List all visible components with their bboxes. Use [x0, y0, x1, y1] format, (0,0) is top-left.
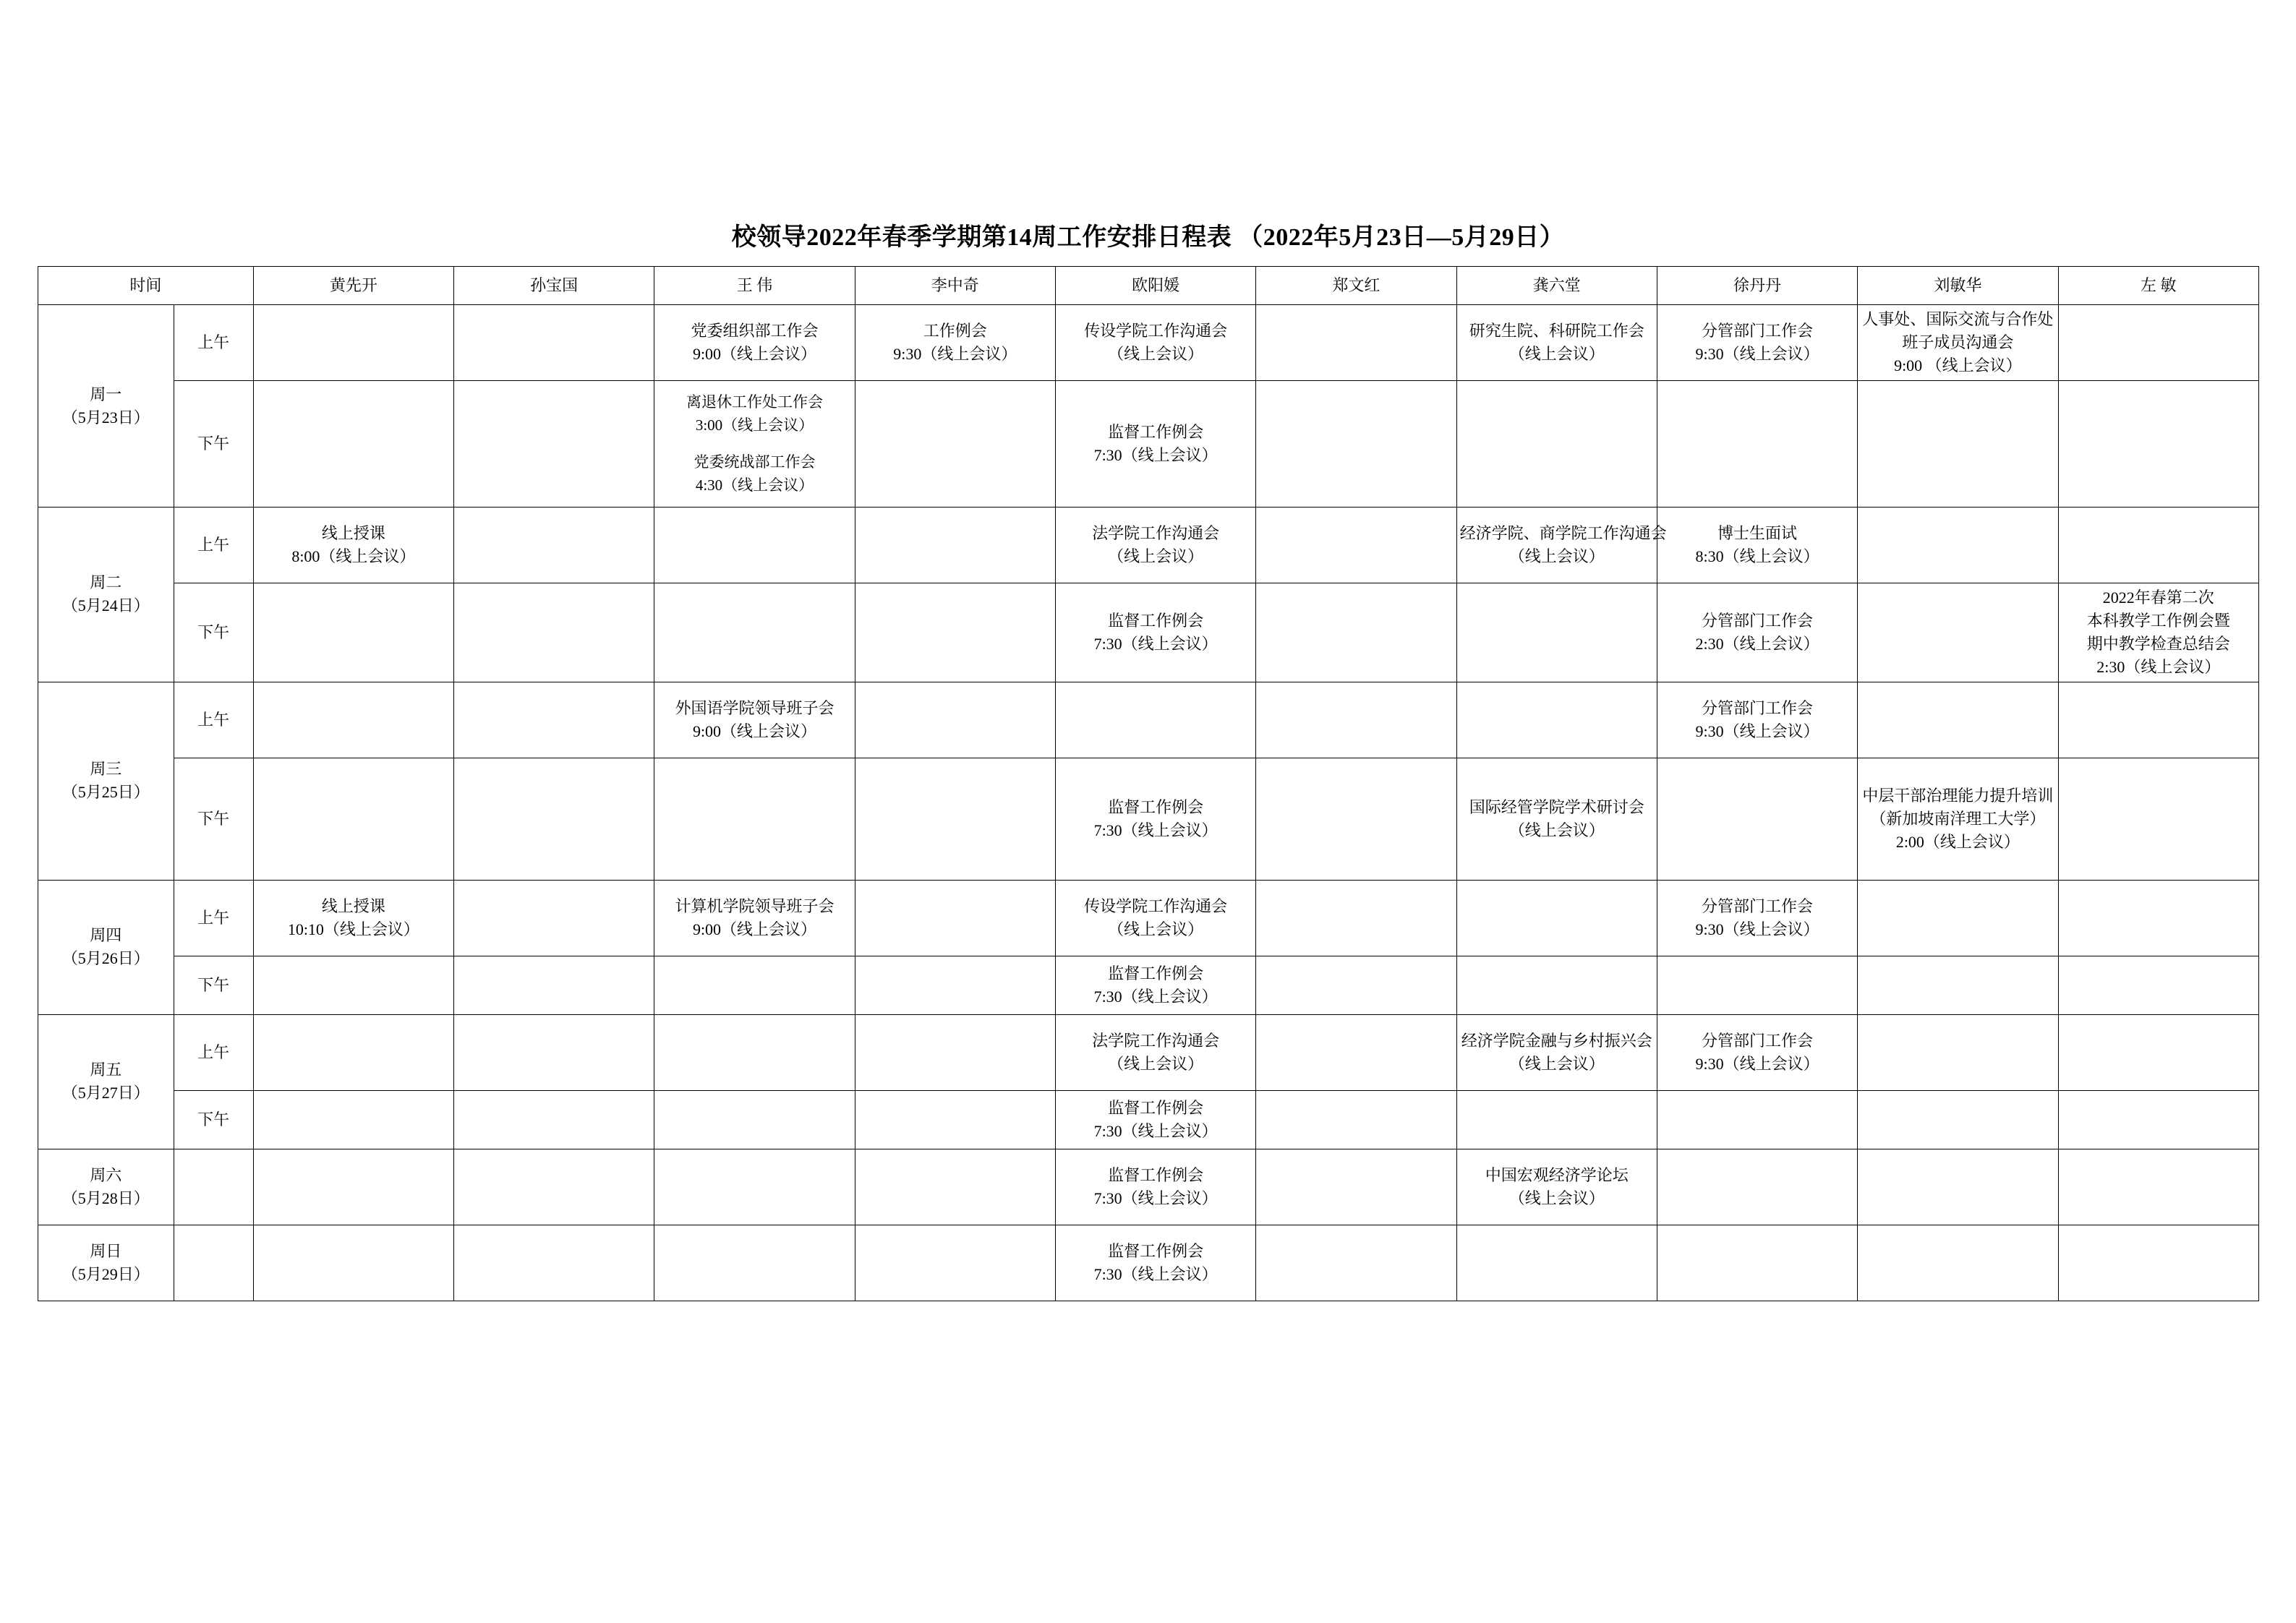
event-cell: 研究生院、科研院工作会 （线上会议）: [1456, 305, 1657, 381]
event-cell: [2058, 956, 2258, 1014]
half-day-label-cell: 下午: [174, 1090, 253, 1149]
event-cell: 法学院工作沟通会 （线上会议）: [1055, 508, 1255, 583]
event-cell: 博士生面试 8:30（线上会议）: [1657, 508, 1857, 583]
table-row: [38, 682, 2259, 758]
column-header-person-3: 王 伟: [654, 267, 855, 305]
table-row: [38, 1225, 2259, 1301]
event-cell: [2058, 305, 2258, 381]
event-sub-cell: 党委统战部工作会 4:30（线上会议）: [694, 453, 816, 494]
event-cell: [454, 758, 654, 880]
event-cell: [1456, 381, 1657, 508]
event-cell: 监督工作例会 7:30（线上会议）: [1055, 1149, 1255, 1225]
column-header-person-10: 左 敏: [2058, 267, 2258, 305]
event-cell: 外国语学院领导班子会 9:00（线上会议）: [654, 682, 855, 758]
event-cell: [1657, 1090, 1857, 1149]
day-label-cell: 周一 （5月23日）: [38, 305, 174, 508]
table-row: [38, 508, 2259, 583]
event-cell: [1456, 956, 1657, 1014]
column-header-person-9: 刘敏华: [1858, 267, 2058, 305]
event-cell: [1256, 880, 1456, 956]
event-cell: [1256, 381, 1456, 508]
event-cell: [1256, 758, 1456, 880]
event-cell: [454, 583, 654, 682]
column-header-person-2: 孙宝国: [454, 267, 654, 305]
day-label-cell: 周三 （5月25日）: [38, 682, 174, 880]
event-cell: [855, 381, 1055, 508]
event-cell: [654, 1149, 855, 1225]
event-cell: [654, 508, 855, 583]
event-cell: 分管部门工作会 9:30（线上会议）: [1657, 682, 1857, 758]
event-cell: [454, 381, 654, 508]
event-cell: [253, 1014, 453, 1090]
half-day-label-cell: 上午: [174, 508, 253, 583]
event-cell: [654, 1225, 855, 1301]
table-row: [38, 381, 2259, 508]
event-cell: [2058, 381, 2258, 508]
event-cell: [454, 956, 654, 1014]
event-cell: [2058, 1225, 2258, 1301]
event-cell: [2058, 682, 2258, 758]
event-cell: [654, 1090, 855, 1149]
event-cell: [253, 1225, 453, 1301]
event-cell: 传设学院工作沟通会 （线上会议）: [1055, 305, 1255, 381]
event-cell: 监督工作例会 7:30（线上会议）: [1055, 381, 1255, 508]
event-cell: [855, 583, 1055, 682]
event-cell: [1858, 956, 2058, 1014]
event-cell: [1256, 583, 1456, 682]
event-cell: [454, 1014, 654, 1090]
event-cell: 中国宏观经济学论坛 （线上会议）: [1456, 1149, 1657, 1225]
event-cell: 法学院工作沟通会 （线上会议）: [1055, 1014, 1255, 1090]
event-cell: [1657, 758, 1857, 880]
event-cell: 监督工作例会 7:30（线上会议）: [1055, 1090, 1255, 1149]
event-cell: [1657, 1149, 1857, 1225]
column-header-time: 时间: [38, 267, 254, 305]
half-day-label-cell: [174, 1149, 253, 1225]
event-cell: [1657, 956, 1857, 1014]
event-cell: 分管部门工作会 9:30（线上会议）: [1657, 1014, 1857, 1090]
event-cell: 传设学院工作沟通会 （线上会议）: [1055, 880, 1255, 956]
half-day-label-cell: 上午: [174, 880, 253, 956]
schedule-table-container: [38, 266, 2259, 1301]
event-cell: [2058, 880, 2258, 956]
event-cell: [654, 956, 855, 1014]
event-cell: [654, 758, 855, 880]
event-cell: [2058, 1014, 2258, 1090]
page-title: 校领导2022年春季学期第14周工作安排日程表 （2022年5月23日—5月29日）: [731, 224, 1565, 251]
event-cell: [1858, 682, 2058, 758]
schedule-table: [38, 266, 2259, 1301]
event-cell: 分管部门工作会 9:30（线上会议）: [1657, 880, 1857, 956]
table-row: [38, 583, 2259, 682]
event-cell: [855, 1225, 1055, 1301]
table-header-row: [38, 267, 2259, 305]
event-cell: [1456, 1090, 1657, 1149]
event-cell: [1858, 880, 2058, 956]
table-row: [38, 758, 2259, 880]
table-row: [38, 305, 2259, 381]
event-cell: [654, 1014, 855, 1090]
event-cell: [454, 508, 654, 583]
event-cell: [253, 1090, 453, 1149]
event-cell: [855, 682, 1055, 758]
event-cell: 人事处、国际交流与合作处 班子成员沟通会 9:00 （线上会议）: [1858, 305, 2058, 381]
column-header-person-7: 龚六堂: [1456, 267, 1657, 305]
event-cell: [253, 682, 453, 758]
event-cell: 监督工作例会 7:30（线上会议）: [1055, 956, 1255, 1014]
event-cell: [1858, 508, 2058, 583]
event-cell: [2058, 1090, 2258, 1149]
day-label-cell: 周二 （5月24日）: [38, 508, 174, 682]
column-header-person-5: 欧阳媛: [1055, 267, 1255, 305]
event-cell: 监督工作例会 7:30（线上会议）: [1055, 1225, 1255, 1301]
event-cell: [1256, 1090, 1456, 1149]
event-cell: [1456, 880, 1657, 956]
event-cell: [855, 1149, 1055, 1225]
half-day-label-cell: 下午: [174, 583, 253, 682]
event-cell: 监督工作例会 7:30（线上会议）: [1055, 583, 1255, 682]
table-row: [38, 1149, 2259, 1225]
event-cell: [1858, 1014, 2058, 1090]
event-cell: [253, 758, 453, 880]
event-sub-cell: 离退休工作处工作会 3:00（线上会议）: [686, 393, 823, 434]
column-header-person-8: 徐丹丹: [1657, 267, 1857, 305]
event-cell: [454, 1149, 654, 1225]
column-header-person-1: 黄先开: [253, 267, 453, 305]
event-cell: [1256, 305, 1456, 381]
event-cell: 经济学院、商学院工作沟通会 （线上会议）: [1456, 508, 1657, 583]
event-cell: [855, 956, 1055, 1014]
event-cell: [1858, 583, 2058, 682]
event-cell: [1256, 1225, 1456, 1301]
event-cell: [454, 880, 654, 956]
event-cell: [2058, 758, 2258, 880]
event-cell: 国际经管学院学术研讨会 （线上会议）: [1456, 758, 1657, 880]
half-day-label-cell: 上午: [174, 305, 253, 381]
half-day-label-cell: 下午: [174, 758, 253, 880]
day-label-cell: 周日 （5月29日）: [38, 1225, 174, 1301]
event-cell: 工作例会 9:30（线上会议）: [855, 305, 1055, 381]
event-cell: [2058, 508, 2258, 583]
event-cell: [1858, 381, 2058, 508]
day-label-cell: 周四 （5月26日）: [38, 880, 174, 1014]
event-cell: [1858, 1090, 2058, 1149]
event-cell: 分管部门工作会 9:30（线上会议）: [1657, 305, 1857, 381]
event-cell: 监督工作例会 7:30（线上会议）: [1055, 758, 1255, 880]
event-cell: 线上授课 8:00（线上会议）: [253, 508, 453, 583]
event-cell: 中层干部治理能力提升培训 （新加坡南洋理工大学） 2:00（线上会议）: [1858, 758, 2058, 880]
half-day-label-cell: 上午: [174, 682, 253, 758]
table-body: [38, 305, 2259, 1301]
event-cell: [1456, 1225, 1657, 1301]
event-cell: [855, 508, 1055, 583]
event-cell: 计算机学院领导班子会 9:00（线上会议）: [654, 880, 855, 956]
day-label-cell: 周六 （5月28日）: [38, 1149, 174, 1225]
event-cell: [1456, 682, 1657, 758]
event-cell: [1256, 1149, 1456, 1225]
table-row: [38, 880, 2259, 956]
event-cell: [855, 1090, 1055, 1149]
event-cell: [253, 1149, 453, 1225]
event-cell: [253, 583, 453, 682]
event-cell: [855, 758, 1055, 880]
event-cell: [253, 956, 453, 1014]
event-cell: [454, 1225, 654, 1301]
event-cell: [2058, 1149, 2258, 1225]
event-cell: 2022年春第二次 本科教学工作例会暨 期中教学检查总结会 2:30（线上会议）: [2058, 583, 2258, 682]
event-cell: [454, 305, 654, 381]
event-cell: [1456, 583, 1657, 682]
table-header: [38, 267, 2259, 305]
event-cell: 线上授课 10:10（线上会议）: [253, 880, 453, 956]
half-day-label-cell: [174, 1225, 253, 1301]
event-cell: [1256, 682, 1456, 758]
half-day-label-cell: 下午: [174, 381, 253, 508]
event-cell: [1256, 1014, 1456, 1090]
event-cell: [1858, 1225, 2058, 1301]
event-cell: 经济学院金融与乡村振兴会 （线上会议）: [1456, 1014, 1657, 1090]
event-cell: [855, 1014, 1055, 1090]
event-cell: [1657, 1225, 1857, 1301]
table-row: [38, 1090, 2259, 1149]
day-label-cell: 周五 （5月27日）: [38, 1014, 174, 1149]
event-cell: [454, 682, 654, 758]
event-cell: [253, 305, 453, 381]
event-cell: [1657, 381, 1857, 508]
event-cell: [654, 583, 855, 682]
table-row: [38, 1014, 2259, 1090]
event-cell: [253, 381, 453, 508]
event-cell: [1256, 956, 1456, 1014]
event-cell: [1055, 682, 1255, 758]
event-cell: [1256, 508, 1456, 583]
event-cell: 党委组织部工作会 9:00（线上会议）: [654, 305, 855, 381]
column-header-person-6: 郑文红: [1256, 267, 1456, 305]
event-cell: [855, 880, 1055, 956]
event-cell: [654, 381, 855, 508]
half-day-label-cell: 下午: [174, 956, 253, 1014]
event-cell: [1858, 1149, 2058, 1225]
column-header-person-4: 李中奇: [855, 267, 1055, 305]
event-cell: 分管部门工作会 2:30（线上会议）: [1657, 583, 1857, 682]
event-cell: [454, 1090, 654, 1149]
half-day-label-cell: 上午: [174, 1014, 253, 1090]
table-row: [38, 956, 2259, 1014]
